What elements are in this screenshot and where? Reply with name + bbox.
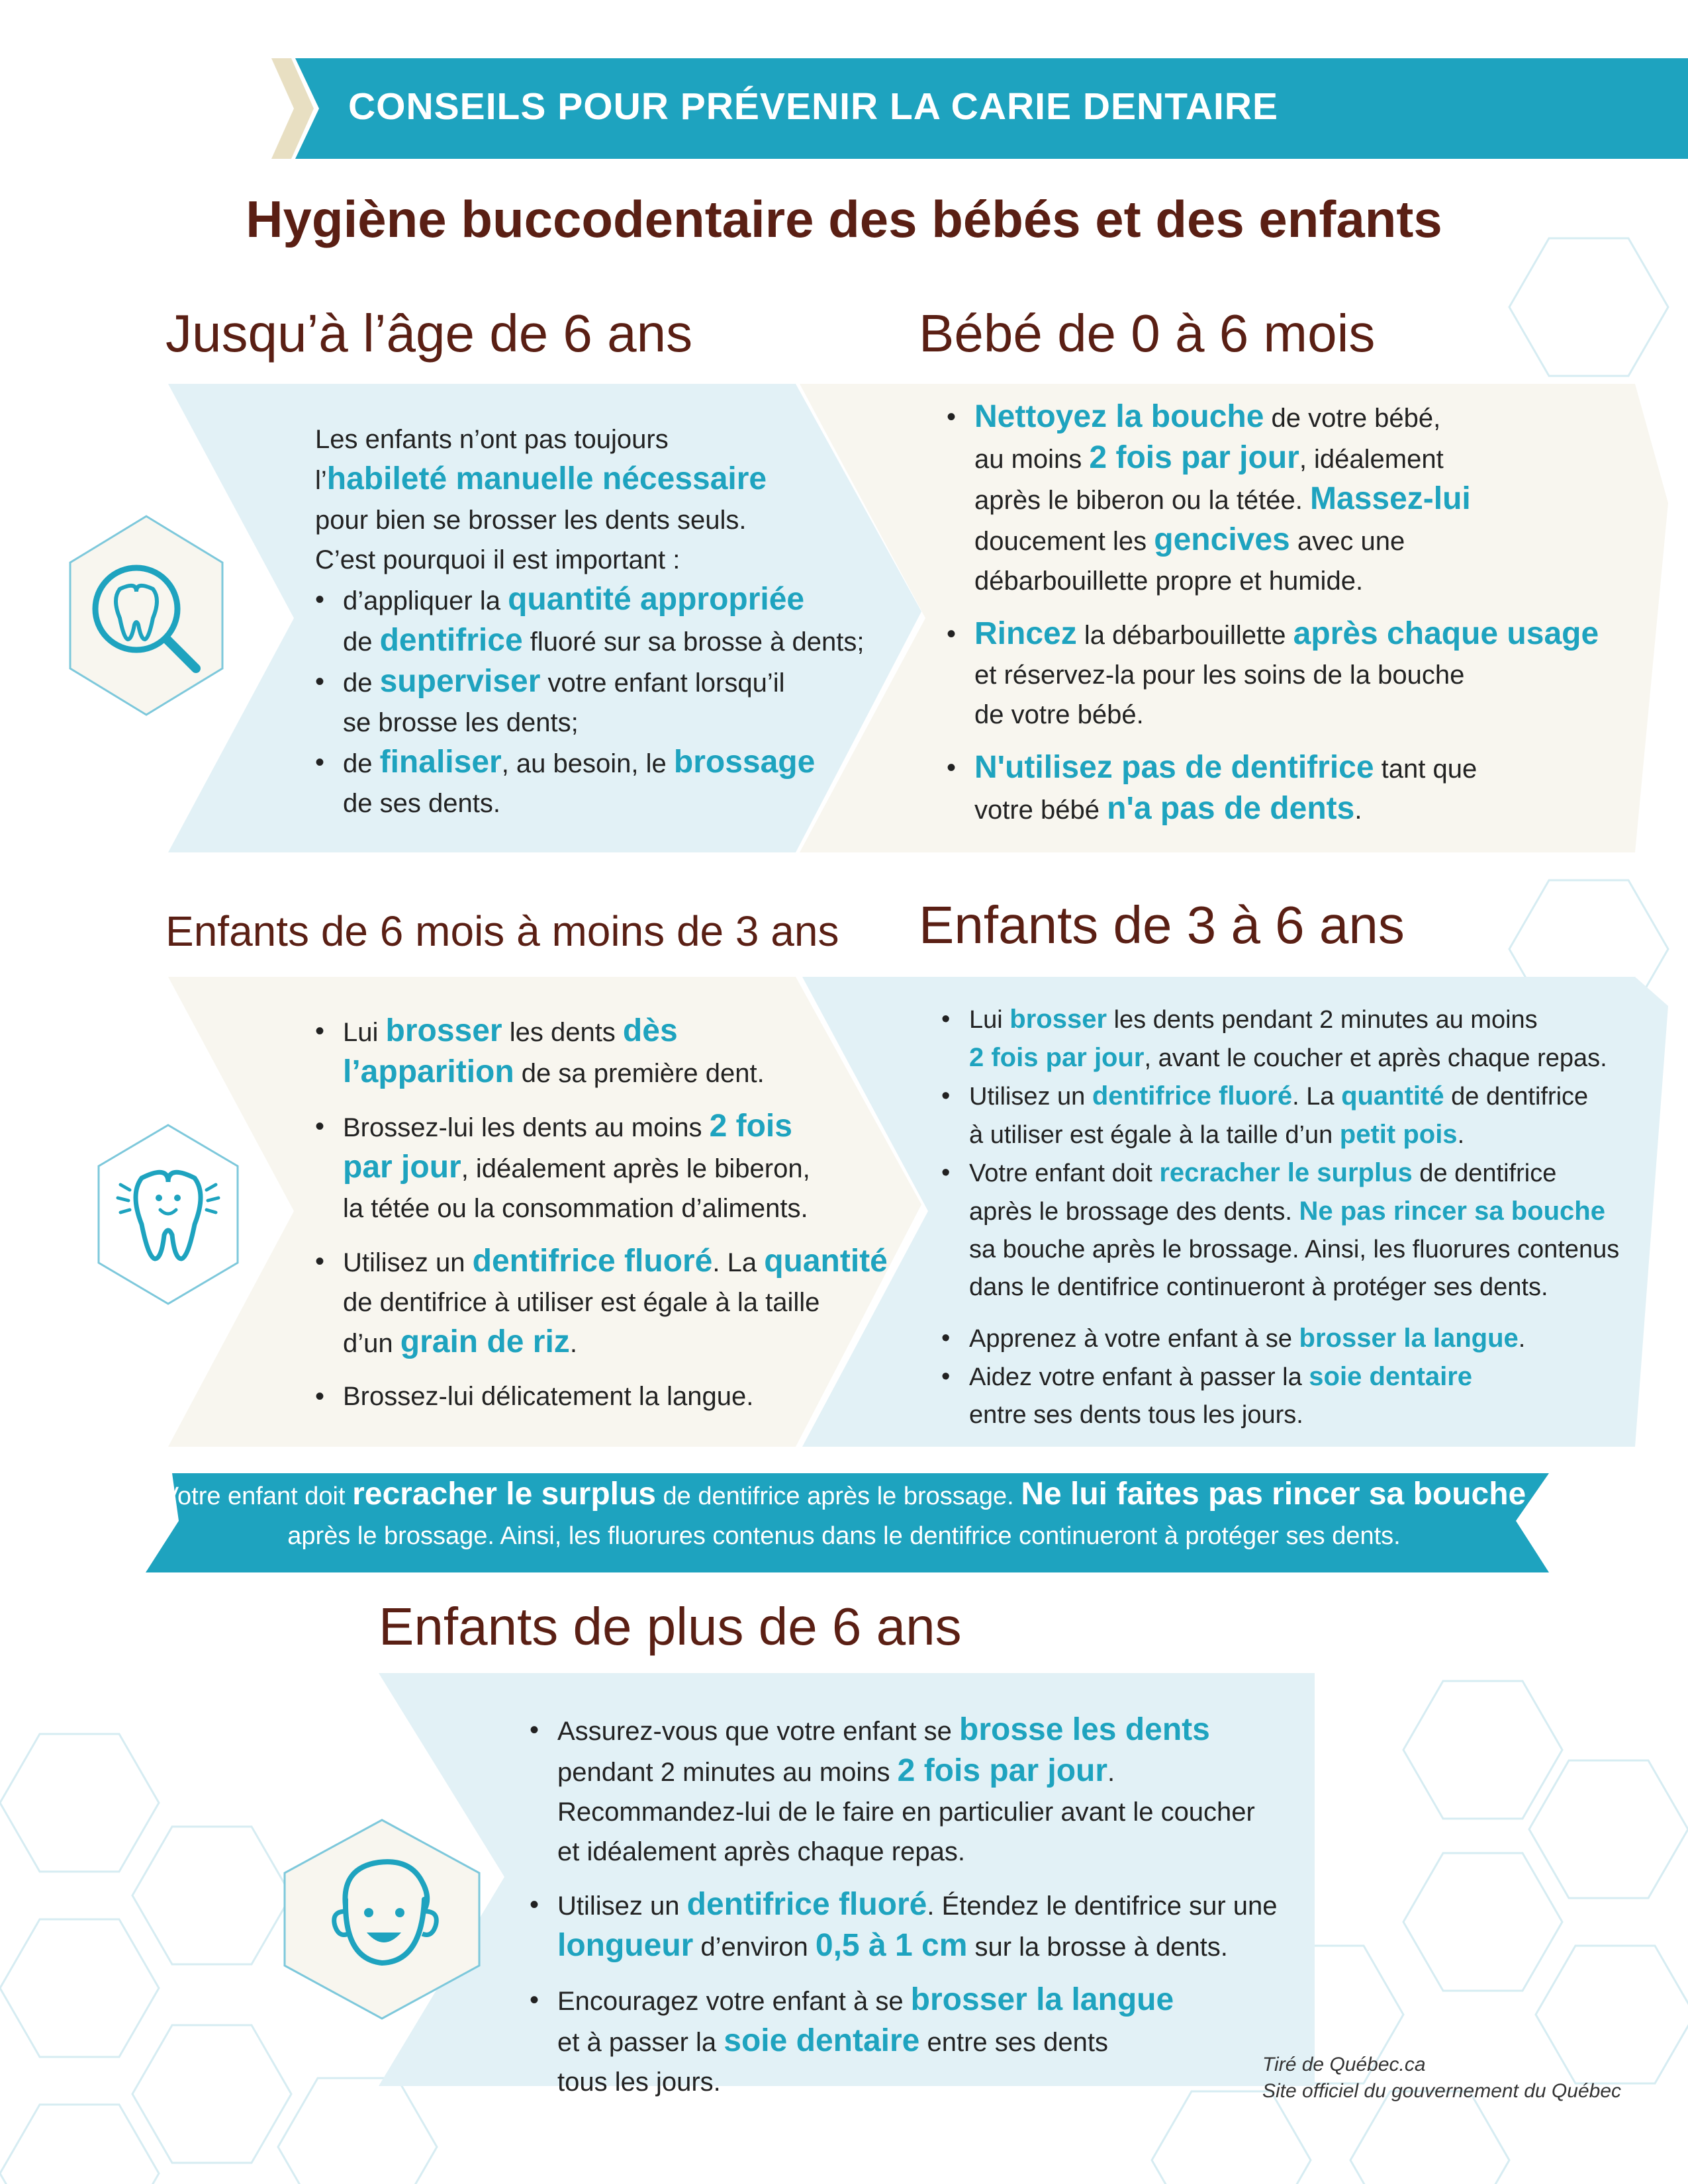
section-heading-baby-0-6: Bébé de 0 à 6 mois (919, 304, 1376, 363)
list-item: • de superviser votre enfant lorsqu’il se brosse les dents; (315, 662, 891, 743)
list-item: • N'utilisez pas de dentifrice tant que votre bébé n'a pas de dents. (947, 748, 1615, 830)
intro-line: Les enfants n’ont pas toujours (315, 425, 669, 454)
list-item: • Encouragez votre enfant à se brosser la langue et à passer la soie dentaire entre ses dents tous les jours. (530, 1980, 1311, 2102)
intro-line: C’est pourquoi il est important : (315, 545, 680, 574)
page-title: Hygiène buccodentaire des bébés et des enfants (246, 190, 1442, 248)
child-face-icon (273, 1813, 491, 2025)
section-baby-0-6-text (947, 397, 1615, 830)
source-credit: Tiré de Québec.ca Site officiel du gouvernement du Québec (1262, 2054, 1622, 2102)
section-6m-3y-text (315, 1011, 891, 1416)
list-item: • Utilisez un dentifrice fluoré. La quantité de dentifrice à utiliser est égale à la taille d’un petit pois. (941, 1077, 1630, 1154)
list-item: • Lui brosser les dents dès l’apparition de sa première dent. (315, 1011, 891, 1093)
section-3-6-text (941, 1001, 1630, 1434)
smiling-tooth-icon (89, 1118, 248, 1310)
section-up-to-6-text (315, 420, 891, 823)
list-item: • Aidez votre enfant à passer la soie dentaire entre ses dents tous les jours. (941, 1358, 1630, 1434)
list-item: • Utilisez un dentifrice fluoré. Étendez le dentifrice sur une longueur d’environ 0,5 à 1 cm sur la brosse à dents. (530, 1885, 1311, 1967)
list-item: • Apprenez à votre enfant à se brosser la langue. (941, 1320, 1630, 1358)
list-item: • Rincez la débarbouillette après chaque usage et réservez-la pour les soins de la bouche de votre bébé. (947, 614, 1615, 735)
rinse-notice: Votre enfant doit recracher le surplus de dentifrice après le brossage. Ne lui faites pas rincer sa bouche après le brossage. Ainsi, les fluorures contenus dans le dentifrice continueront à protéger ses dents. (162, 1477, 1526, 1550)
list-item: • Brossez-lui les dents au moins 2 fois par jour, idéalement après le biberon, la tétée ou la consommation d’aliments. (315, 1107, 891, 1228)
section-heading-6m-3y: Enfants de 6 mois à moins de 3 ans (165, 907, 839, 955)
section-heading-over-6: Enfants de plus de 6 ans (379, 1597, 962, 1656)
list-item: • Brossez-lui délicatement la langue. (315, 1377, 891, 1416)
section-heading-up-to-6: Jusqu’à l’âge de 6 ans (165, 304, 693, 363)
section-heading-3-6: Enfants de 3 à 6 ans (919, 895, 1405, 954)
list-item: • Assurez-vous que votre enfant se brosse les dents pendant 2 minutes au moins 2 fois par jour. Recommandez-lui de le faire en particulier avant le coucher et idéalement après chaque repas. (530, 1710, 1311, 1872)
tooth-magnifier-icon (57, 510, 236, 721)
list-item: • de finaliser, au besoin, le brossage de ses dents. (315, 743, 891, 823)
list-item: • Nettoyez la bouche de votre bébé, au moins 2 fois par jour, idéalement après le biberon ou la tétée. Massez-lui doucement les gencives avec une débarbouillette propre et humide. (947, 397, 1615, 601)
list-item: • d’appliquer la quantité appropriée de dentifrice fluoré sur sa brosse à dents; (315, 580, 891, 662)
banner-title: CONSEILS POUR PRÉVENIR LA CARIE DENTAIRE (348, 85, 1278, 128)
intro-line: l’habileté manuelle nécessaire (315, 461, 767, 496)
intro-line: pour bien se brosser les dents seuls. (315, 506, 747, 535)
list-item: • Votre enfant doit recracher le surplus de dentifrice après le brossage des dents. Ne pas rincer sa bouche sa bouche après le brossage. Ainsi, les fluorures contenus dans le dentifrice continueront à protéger ses dents. (941, 1154, 1630, 1306)
list-item: • Lui brosser les dents pendant 2 minutes au moins 2 fois par jour, avant le coucher et après chaque repas. (941, 1001, 1630, 1077)
section-over-6-text (530, 1710, 1311, 2102)
list-item: • Utilisez un dentifrice fluoré. La quantité de dentifrice à utiliser est égale à la taille d’un grain de riz. (315, 1242, 891, 1363)
